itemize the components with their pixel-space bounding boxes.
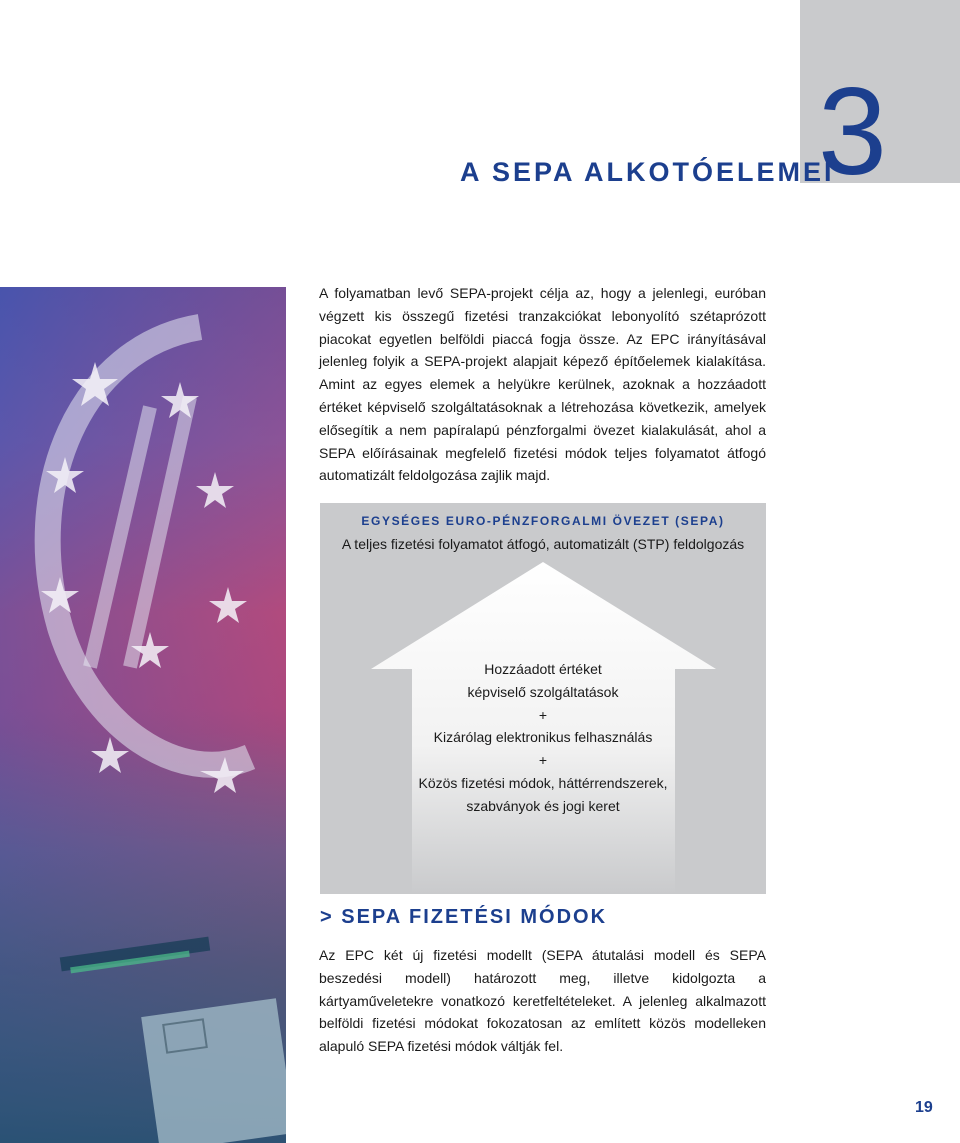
arrow-line: képviselő szolgáltatások [467,683,619,700]
arrow-line: Hozzáadott értéket [484,661,602,677]
chapter-number: 3 [818,63,885,201]
section-body: Az EPC két új fizetési modellt (SEPA átutalási modell és SEPA beszedési modell) határozott meg, illetve kidolgozta a kártyaműveletekre vonatkozó keretfeltételeket. A jelenleg alkalmazott belföldi fizetési módokat fokozatosan az említett közös modelleken alapuló SEPA fizetési módok váltják fel. [319,947,766,1055]
arrow-line: Közös fizetési módok, háttérrendszerek, [418,774,668,791]
page-number: 19 [915,1099,933,1116]
arrow-line: Kizárólag elektronikus felhasználás [433,729,653,746]
arrow-plus: + [538,752,548,769]
intro-paragraph: A folyamatban levő SEPA-projekt célja az, hogy a jelenlegi, euróban végzett kis összegű fizetési tranzakciókat lebonyolító szétaprózott piacokat egyetlen belföldi piaccá fogja össze. Az EPC irányításával jelenleg folyik a SEPA-projekt alapjait képező építőelemek kialakítása. Amint az egyes elemek a helyükre kerülnek, azoknak a hozzáadott értéket képviselő szolgáltatásoknak a létrehozása következik, amelyek elősegítik a nem papíralapú pénzforgalmi övezet kialakulását, ahol a SEPA előírásainak megfelelő fizetési módok teljes folyamatot átfogó automatizált feldolgozása zajlik majd. [319,285,766,484]
page-title: A SEPA ALKOTÓELEMEI [460,157,835,187]
arrow-text [380,658,706,818]
euro-photo-art [0,287,286,1143]
sepa-diagram [320,503,766,894]
diagram-subheading: A teljes fizetési folyamatot átfogó, automatizált (STP) feldolgozás [341,536,745,552]
section-title: > SEPA FIZETÉSI MÓDOK [320,906,608,928]
arrow-line: szabványok és jogi keret [466,797,620,814]
diagram-heading: EGYSÉGES EURO-PÉNZFORGALMI ÖVEZET (SEPA) [361,514,725,528]
arrow-plus: + [538,706,548,723]
euro-photo [0,287,286,1143]
